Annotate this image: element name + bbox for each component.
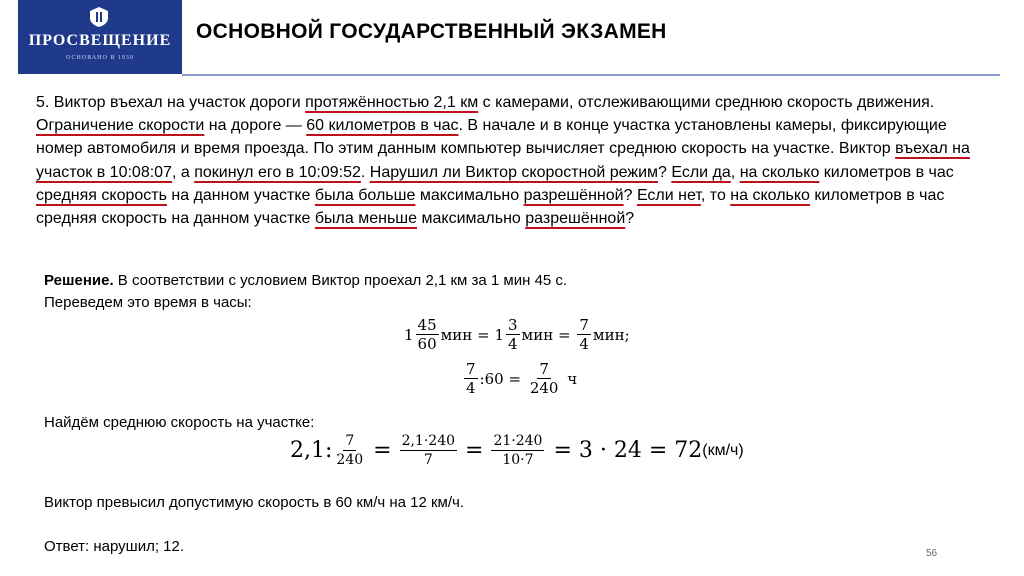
page-title: ОСНОВНОЙ ГОСУДАРСТВЕННЫЙ ЭКЗАМЕН <box>196 20 667 43</box>
solution-line2: Переведем это время в часы: <box>44 294 252 311</box>
header-divider <box>182 74 1000 76</box>
highlight: на сколько <box>730 186 810 204</box>
highlight: на сколько <box>739 163 820 181</box>
highlight: Нарушил ли Виктор скоростной режим <box>369 163 658 181</box>
solution-intro <box>44 270 567 314</box>
answer-text: Ответ: нарушил; 12. <box>44 538 185 555</box>
highlight: разрешённой <box>525 210 626 228</box>
solution-line1: В соответствии с условием Виктор проехал 2,1 км за 1 мин 45 с. <box>113 272 568 289</box>
highlight: была больше <box>314 186 416 204</box>
highlight: была меньше <box>314 210 418 228</box>
highlight: въехал на участок в 10:08:07 <box>36 140 970 181</box>
brand-founded: ОСНОВАНО В 1930 <box>66 55 134 61</box>
find-average-label: Найдём среднюю скорость на участке: <box>44 414 315 431</box>
highlight: протяжённостью 2,1 км <box>305 94 479 111</box>
brand-name: ПРОСВЕЩЕНИЕ <box>28 32 172 49</box>
page-number: 56 <box>926 548 938 559</box>
formula-time-hours: $\frac{7}{4}$ :60 = $\frac{7}{240}$ ч <box>466 360 578 397</box>
conclusion-text: Виктор превысил допустимую скорость в 60 км/ч на 12 км/ч. <box>44 494 465 511</box>
brand-logo <box>18 0 182 74</box>
highlight: 60 километров в час <box>306 117 459 135</box>
book-emblem-icon <box>88 6 110 28</box>
highlight: Ограничение скорости <box>36 117 205 135</box>
formula-speed: 2,1: $\frac{7}{240}$ = $\frac{2,1\cdot 240}{7}$ = $\frac{21\cdot 240}{10\cdot 7}$ = 3 · 24 = 72 (км/ч) <box>290 433 744 468</box>
highlight: покинул его в 10:09:52 <box>194 163 361 181</box>
highlight: Если нет <box>636 186 701 204</box>
solution-label: Решение. <box>44 272 114 289</box>
problem-text: 5. Виктор въехал на участок дороги протяжённостью 2,1 км с камерами, отслеживающими среднюю скорость движения. Ограничение скорости на дороге — 60 километров в час. В начале и в конце участка установлены камеры, фиксирующие номер автомобиля и время проезда. По этим данным компьютер вычисляет среднюю скорость на участке. Виктор въехал на участок в 10:08:07, а покинул его в 10:09:52. Нарушил ли Виктор скоростной режим? Если да, на сколько километров в час средняя скорость на данном участке была больше максимально разрешённой? Если нет, то на сколько километров в час средняя скорость на данном участке была меньше максимально разрешённой? <box>36 94 970 228</box>
highlight: Если да <box>671 163 731 181</box>
highlight: средняя скорость <box>36 186 167 204</box>
formula-time-minutes: 1 $\frac{45}{60}$ мин = 1 $\frac{3}{4}$ мин = $\frac{7}{4}$ мин; <box>404 316 630 353</box>
highlight: разрешённой <box>523 186 624 204</box>
